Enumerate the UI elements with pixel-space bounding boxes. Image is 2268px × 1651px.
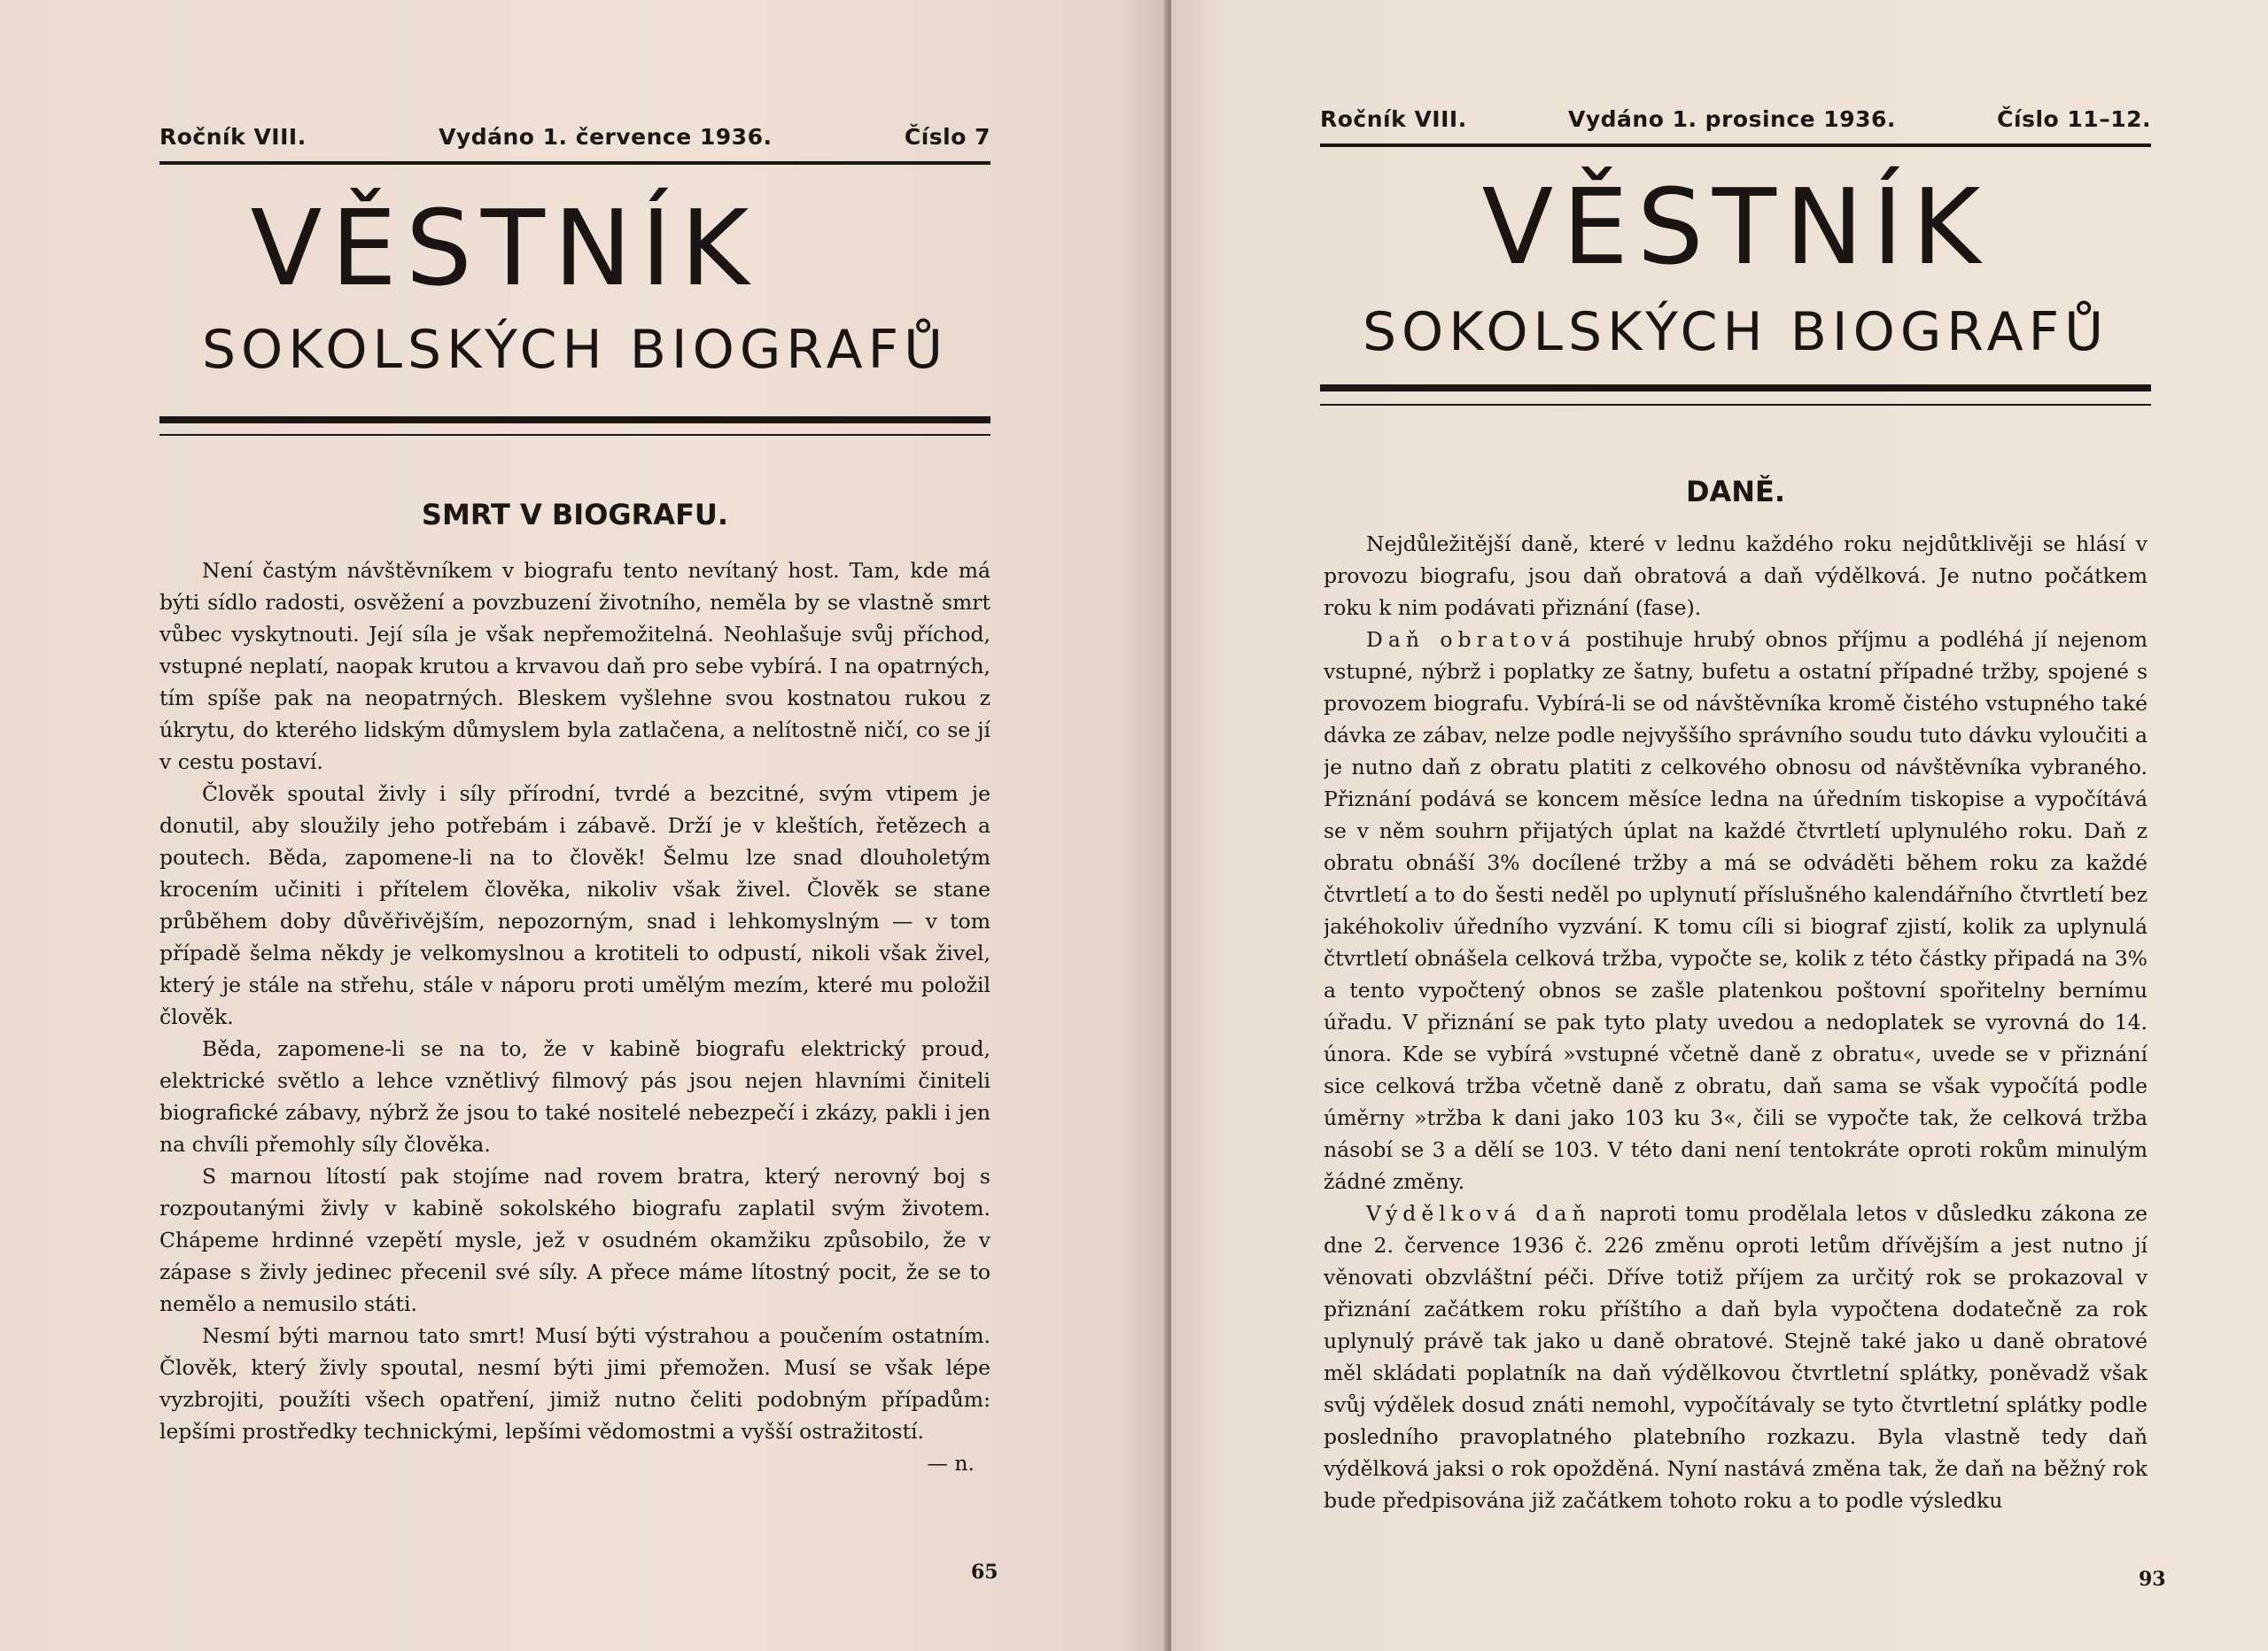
paragraph: Nejdůležitější daně, které v lednu každého roku nejdůtklivěji se hlásí v provozu biografu, jsou daň obratová a daň výdělková. Je nutno počátkem roku k nim podávati přiznání (fase).: [1324, 531, 2148, 620]
article-title: DANĚ.: [1685, 475, 1786, 508]
issue-date: Vydáno 1. prosince 1936.: [1567, 106, 1896, 132]
masthead-header: [1320, 106, 2151, 132]
masthead-rule-thick: [1320, 384, 2151, 391]
paragraph: [1324, 624, 2148, 1198]
page-number: 65: [971, 1561, 998, 1584]
masthead-rule-thin: [1320, 404, 2151, 406]
issue-number: Číslo 7: [904, 124, 990, 150]
masthead-rule-thick: [159, 416, 990, 423]
paragraph: S marnou lítostí pak stojíme nad rovem bratra, který nerovný boj s rozpoutanými živly v kabině sokolského biografu zaplatil svým životem. Chápeme hrdinné vzepětí mysle, jež v osudném okamžiku způsobilo, že v zápase s živly jedinec přecenil své síly. A přece máme lítostný pocit, že se to nemělo a nemusilo státi.: [159, 1164, 990, 1316]
issue-date: Vydáno 1. července 1936.: [439, 124, 773, 150]
paragraph: Člověk spoutal živly i síly přírodní, tvrdé a bezcitné, svým vtipem je donutil, aby sloužily jeho potřebám i zábavě. Drží je v kleštích, řetězech a poutech. Běda, zapomene-li na to člověk! Šelmu lze snad dlouholetým krocením učiniti i přítelem člověka, nikoliv však živel. Člověk se stane průběhem doby důvěřivějším, nepozorným, snad i lehkomyslným — v tom případě šelma někdy je velkomyslnou a krotiteli to odpustí, nikoli však živel, který je stále na střehu, stále v náporu proti umělým mezím, které mu položil člověk.: [159, 781, 990, 1029]
masthead-title: VĚSTNÍK: [1481, 166, 1990, 288]
emphasized-term: Daň obratová: [1366, 627, 1576, 652]
masthead-header: [159, 124, 990, 150]
article-body: [1324, 528, 2148, 1538]
paragraph-text: naproti tomu prodělala letos v důsledku zákona ze dne 2. července 1936 č. 226 změnu oproti letům dřívějším a jest nutno jí věnovati obzvláštní péči. Dříve totiž příjem za určitý rok se prokazoval v přiznání začátkem roku příštího a daň byla vypočtena dodatečně za rok uplynulý právě tak jako u daně obratové. Stejně také jako u daně obratové měl skládati poplatník na daň výdělkovou čtvrtletní splátky, poněvadž však svůj výdělek dosud znáti nemohl, vypočítávaly se tyto čtvrtletní splátky podle posledního pravoplatného platebního rozkazu. Byla vlastně tedy daň výdělková jaksi o rok opožděná. Nyní nastává změna tak, že daň na běžný rok bude předpisována již začátkem tohoto roku a to podle výsledku: [1324, 1201, 2148, 1513]
masthead-title: VĚSTNÍK: [250, 187, 758, 309]
header-rule: [159, 161, 990, 165]
right-page: [1171, 0, 2268, 1651]
masthead-subtitle: SOKOLSKÝCH BIOGRAFŮ: [201, 319, 949, 381]
page-number: 93: [2139, 1568, 2166, 1591]
emphasized-term: Výdělková daň: [1366, 1201, 1591, 1226]
paragraph: Není častým návštěvníkem v biografu tento nevítaný host. Tam, kde má býti sídlo radosti, osvěžení a povzbuzení životního, neměla by se vlastně smrt vůbec vyskytnouti. Její síla je však nepřemožitelná. Neohlašuje svůj příchod, vstupné neplatí, naopak krutou a krvavou daň pro sebe vybírá. I na opatrných, tím spíše pak na neopatrných. Bleskem vyšlehne svou kostnatou rukou z úkrytu, do kterého lidským důmyslem byla zatlačena, a nelítostně ničí, co se jí v cestu postaví.: [159, 558, 990, 774]
volume-label: Ročník VIII.: [159, 124, 307, 150]
paragraph-text: postihuje hrubý obnos příjmu a podléhá jí nejenom vstupné, nýbrž i poplatky ze šatny, bufetu a ostatní případné tržby, spojené s provozem biografu. Vybírá-li se od návštěvníka kromě čistého vstupného také dávka ze zábav, nelze podle nejvyššího správního soudu tuto dávku vyloučiti a je nutno daň z obratu platiti z celkového obnosu od návštěvníka vybraného. Přiznání podává se koncem měsíce ledna na úředním tiskopise a vypočítává se v něm souhrn přijatých úplat na každé čtvrtletí uplynulého roku. Daň z obratu obnáší 3% docílené tržby a má se odváděti během roku za každé čtvrtletí a to do šesti neděl po uplynutí příslušného kalendářního čtvrtletí bez jakéhokoliv úředního vyzvání. K tomu cíli si biograf zjistí, kolik za uplynulá čtvrtletí obnášela celková tržba, vypočte se, kolik z této částky připadá na 3% a tento vypočtený obnos se zašle platenkou poštovní spořitelny bernímu úřadu. V přiznání se pak tyto platy uvedou a nedoplatek se vyrovná do 14. února. Kde se vybírá »vstupné včetně daně z obratu«, uvede se v přiznání sice celková tržba včetně daně z obratu, daň sama se však vypočítá podle úměrny »tržba k dani jako 103 ku 3«, čili se vypočte tak, že celková tržba násobí se 3 a dělí se 103. V této dani není tentokráte oproti rokům minulým žádné změny.: [1324, 627, 2148, 1194]
masthead-subtitle: SOKOLSKÝCH BIOGRAFŮ: [1362, 301, 2109, 363]
article-title: SMRT V BIOGRAFU.: [421, 498, 729, 531]
paragraph: [1324, 1198, 2148, 1516]
volume-label: Ročník VIII.: [1320, 106, 1467, 132]
issue-number: Číslo 11–12.: [1997, 106, 2151, 132]
header-rule: [1320, 143, 2151, 147]
paragraph: Nesmí býti marnou tato smrt! Musí býti výstrahou a poučením ostatním. Člověk, který živly spoutal, nesmí býti jimi přemožen. Musí se však lépe vyzbrojiti, použíti všech opatření, jimiž nutno čeliti podobným případům: lepšími prostředky technickými, lepšími vědomostmi a vyšší ostražitostí.: [159, 1323, 990, 1444]
paragraph: Běda, zapomene-li se na to, že v kabině biografu elektrický proud, elektrické světlo a lehce vznětlivý filmový pás jsou nejen hlavními činiteli biografické zábavy, nýbrž že jsou to také nositelé nebezpečí i zkázy, pakli i jen na chvíli přemohly síly člověka.: [159, 1036, 990, 1157]
article-body: [159, 554, 990, 1479]
author-signature: — n.: [927, 1451, 975, 1476]
masthead-rule-thin: [159, 434, 990, 436]
